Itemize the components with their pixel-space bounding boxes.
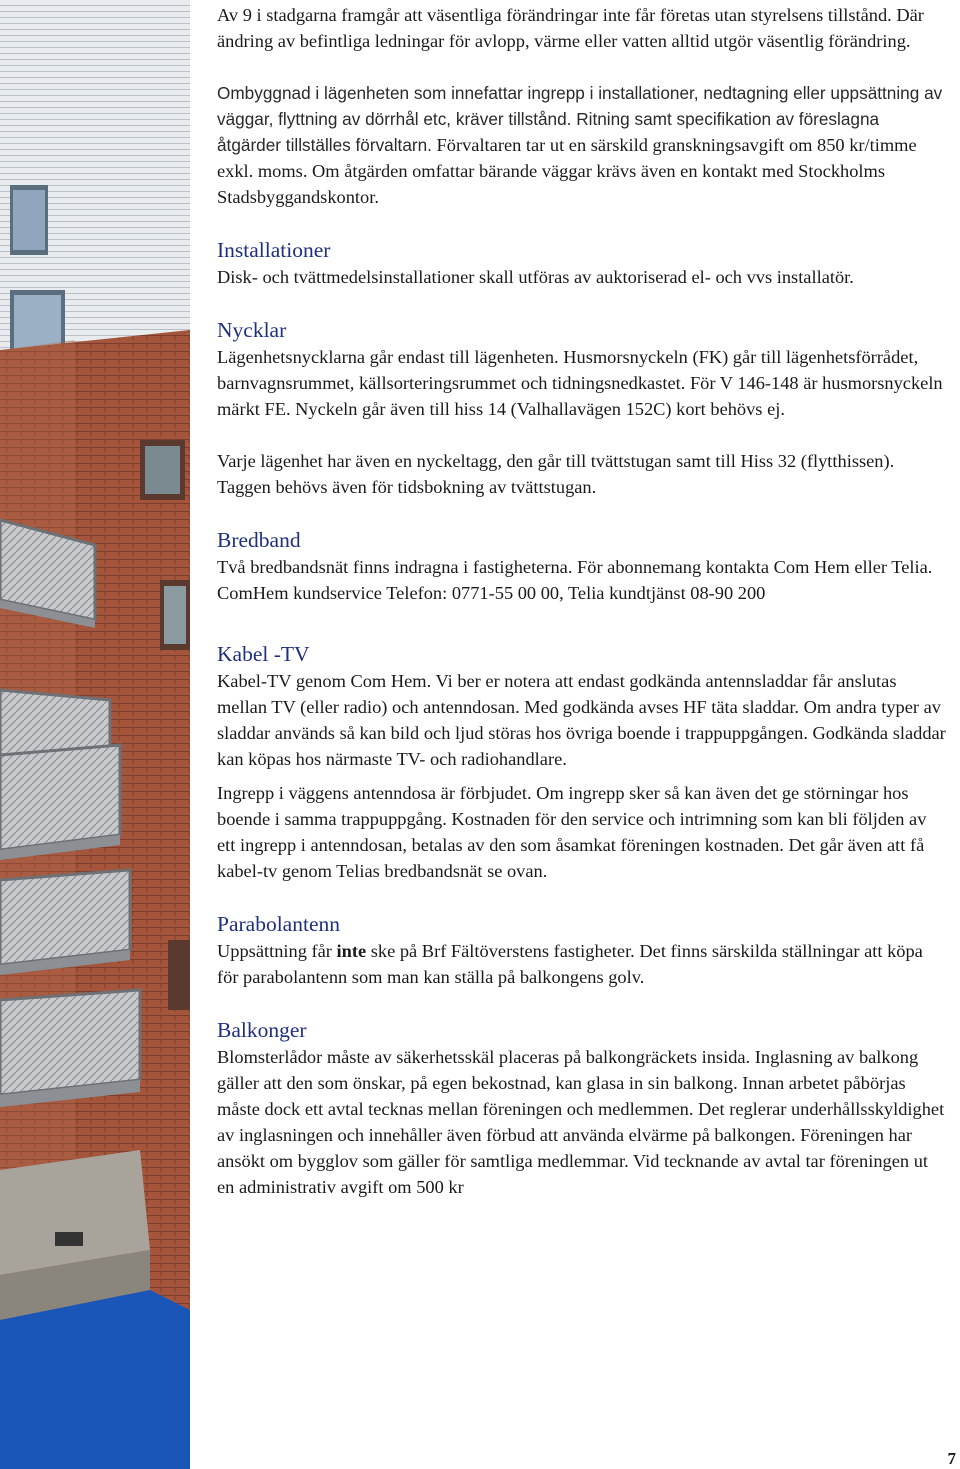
- kabel-tv-text-1: Kabel-TV genom Com Hem. Vi ber er notera att endast godkända antennsladdar får anslutas mellan TV (eller radio) och antenndosan. Med godkända avses HF täta sladdar. Om andra typer av sladdar används så kan bild och ljud störas hos övriga boende i trappuppgången. Godkända sladdar kan köpas hos närmaste TV- och radiohandlare.: [217, 671, 946, 769]
- intro-text-a: Ombyggnad i lägenheten som innefattar ingrepp i installationer, nedtagning eller uppsättning av väggar, flyttning av dörrhål etc, kräver tillstånd.: [217, 83, 943, 129]
- intro-paragraph-1: Av 9 i stadgarna framgår att väsentliga förändringar inte får företas utan styrelsens tillstånd. Där ändring av befintliga ledningar för avlopp, värme eller vatten alltid utgör väsentlig förändring.: [217, 5, 924, 51]
- page-number: 7: [947, 1449, 956, 1468]
- heading-kabel-tv: Kabel -TV: [217, 642, 310, 666]
- heading-parabolantenn: Parabolantenn: [217, 912, 340, 936]
- nycklar-text-2: Varje lägenhet har även en nyckeltagg, den går till tvättstugan samt till Hiss 32 (flytthissen). Taggen behövs även för tidsbokning av tvättstugan.: [217, 451, 895, 497]
- parabolantenn-text: [217, 938, 947, 990]
- nycklar-text-1: Lägenhetsnycklarna går endast till lägenheten. Husmorsnyckeln (FK) går till lägenhetsförrådet, barnvagnsrummet, källsorteringsrummet och tidningsnedkastet. För V 146-148 är husmorsnyckeln märkt FE. Nyckeln går även till hiss 14 (Valhallavägen 152C) kort behövs ej.: [217, 347, 943, 419]
- parabolantenn-text-bold: inte: [336, 941, 367, 961]
- heading-nycklar: Nycklar: [217, 318, 287, 342]
- installationer-text: Disk- och tvättmedelsinstallationer skall utföras av auktoriserad el- och vvs installatör.: [217, 267, 854, 287]
- balkonger-text: Blomsterlådor måste av säkerhetsskäl placeras på balkongräckets insida. Inglasning av balkong gäller att den som önskar, på egen bekostnad, kan glasa in sin balkong. Innan arbetet påbörjas måste dock ett avtal tecknas mellan föreningen och medlemmen. Det reglerar underhållsskyldighet av inglasningen och innehåller även förbud att använda elvärme på balkongen. Föreningen har ansökt om bygglov som gäller för samtliga medlemmar. Vid tecknande av avtal tar föreningen ut en administrativ avgift om 500 kr: [217, 1047, 945, 1197]
- heading-installationer: Installationer: [217, 238, 331, 262]
- intro-paragraph-2: [217, 80, 947, 210]
- kabel-tv-text-2: Ingrepp i väggens antenndosa är förbjudet. Om ingrepp sker så kan även det ge störningar hos boende i samma trappuppgång. Kostnaden för den service och intrimning som kan bli följden av ett ingrepp i antenndosan, betalas av den som åsamkat föreningen kostnaden. Det går även att få kabel-tv genom Telias bredbandsnät se ovan.: [217, 783, 927, 881]
- heading-bredband: Bredband: [217, 528, 301, 552]
- intro-text-d: Om åtgärden omfattar bärande väggar krävs även en kontakt med Stockholms Stadsbyggandskontor.: [217, 161, 886, 207]
- intro-text-c: Förvaltaren tar ut en särskild granskningsavgift om 850 kr/timme exkl. moms.: [217, 135, 917, 181]
- document-body: [217, 2, 947, 1200]
- heading-balkonger: Balkonger: [217, 1018, 307, 1042]
- intro-text-b: Ritning samt specifikation av föreslagna åtgärder tillställes förvaltarn.: [217, 109, 880, 155]
- bredband-text: Två bredbandsnät finns indragna i fastigheterna. För abonnemang kontakta Com Hem eller Telia. ComHem kundservice Telefon: 0771-55 00 00, Telia kundtjänst 08-90 200: [217, 557, 933, 603]
- parabolantenn-text-b: ske på Brf Fältöverstens fastigheter. Det finns särskilda ställningar att köpa för parabolantenn som man kan ställa på balkongens golv.: [217, 941, 923, 987]
- parabolantenn-text-a: Uppsättning får: [217, 941, 337, 961]
- building-photo: [0, 0, 190, 1469]
